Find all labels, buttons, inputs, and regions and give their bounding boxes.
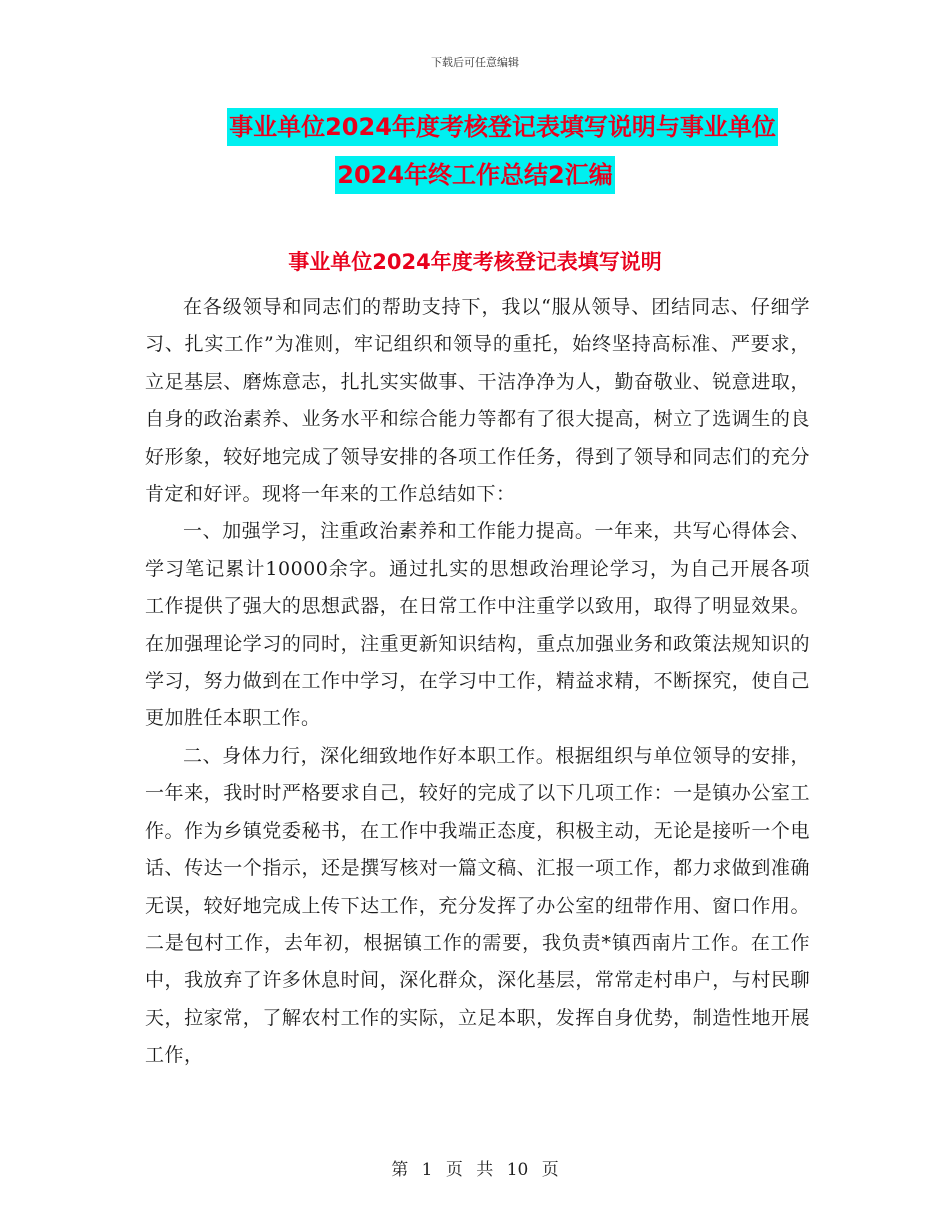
- paragraph-study: 一、加强学习，注重政治素养和工作能力提高。一年来，共写心得体会、学习笔记累计10000余字。通过扎实的思想政治理论学习，为自己开展各项工作提供了强大的思想武器，在日常工作中注重学以致用，取得了明显效果。在加强理论学习的同时，注重更新知识结构，重点加强业务和政策法规知识的学习，努力做到在工作中学习，在学习中工作，精益求精，不断探究，使自己更加胜任本职工作。: [145, 520, 810, 730]
- document-title: [0, 108, 950, 204]
- section-title: 事业单位2024年度考核登记表填写说明: [288, 250, 662, 274]
- paragraph-intro: 在各级领导和同志们的帮助支持下，我以“服从领导、团结同志、仔细学习、扎实工作”为准则，牢记组织和领导的重托，始终坚持高标准、严要求，立足基层、磨炼意志，扎扎实实做事、干洁净净为人，勤奋敬业、锐意进取，自身的政治素养、业务水平和综合能力等都有了很大提高，树立了选调生的良好形象，较好地完成了领导安排的各项工作任务，得到了领导和同志们的充分肯定和好评。现将一年来的工作总结如下：: [145, 296, 810, 506]
- title-line-2: 2024年终工作总结2汇编: [335, 156, 615, 194]
- title-line-1: 事业单位2024年度考核登记表填写说明与事业单位: [227, 108, 778, 146]
- paragraph-work: 二、身体力行，深化细致地作好本职工作。根据组织与单位领导的安排，一年来，我时时严格要求自己，较好的完成了以下几项工作：一是镇办公室工作。作为乡镇党委秘书，在工作中我端正态度，积极主动，无论是接听一个电话、传达一个指示，还是撰写核对一篇文稿、汇报一项工作，都力求做到准确无误，较好地完成上传下达工作，充分发挥了办公室的纽带作用、窗口作用。二是包村工作，去年初，根据镇工作的需要，我负责*镇西南片工作。在工作中，我放弃了许多休息时间，深化群众，深化基层，常常走村串户，与村民聊天，拉家常，了解农村工作的实际，立足本职，发挥自身优势，制造性地开展工作，: [145, 744, 810, 1067]
- page-footer: 第 1 页 共 10 页: [391, 1160, 559, 1180]
- header-note: 下载后可任意编辑: [431, 56, 519, 69]
- document-body: [145, 289, 810, 1075]
